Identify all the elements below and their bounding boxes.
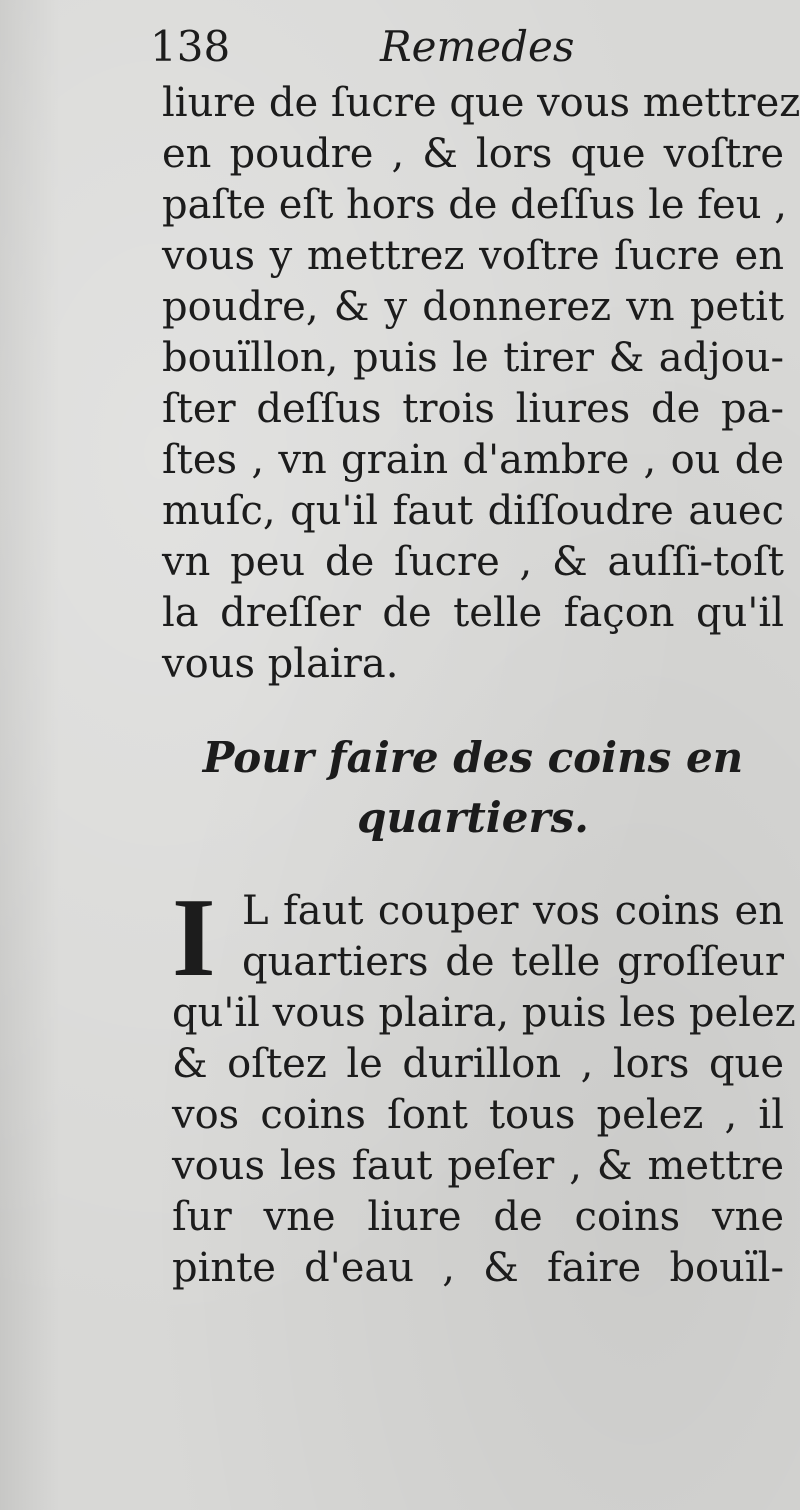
running-title: Remedes — [380, 22, 575, 71]
section-heading-line-1: Pour faire des coins en — [202, 733, 744, 782]
text-line: liure de ſucre que vous mettrez — [162, 80, 800, 126]
drop-cap: I — [172, 876, 216, 1000]
text-line: quartiers de telle groſſeur — [242, 939, 784, 985]
text-line: & oſtez le durillon , lors que — [172, 1041, 784, 1087]
text-line: vn peu de ſucre , & auſſi-toſt — [162, 539, 784, 585]
text-line: L faut couper vos coins en — [242, 888, 784, 934]
text-line: vos coins ſont tous pelez , il — [172, 1092, 784, 1138]
page-number: 138 — [150, 22, 231, 71]
paragraph-2 — [172, 876, 796, 1294]
text-line: ſur vne liure de coins vne — [172, 1194, 784, 1240]
text-line: bouïllon, puis le tirer & adjou- — [162, 335, 784, 381]
paragraph-1 — [162, 78, 800, 690]
text-line: paſte eſt hors de deſſus le feu , — [162, 182, 787, 228]
text-line: en poudre , & lors que voſtre — [162, 131, 784, 177]
text-line: poudre, & y donnerez vn petit — [162, 284, 784, 330]
text-line: la dreſſer de telle façon qu'il — [162, 590, 784, 636]
text-line: muſc, qu'il faut diſſoudre auec — [162, 488, 784, 534]
section-heading — [162, 728, 784, 848]
text-line: vous plaira. — [162, 641, 399, 687]
text-line: ſter deſſus trois liures de pa- — [162, 386, 784, 432]
text-line: vous y mettrez voſtre ſucre en — [162, 233, 784, 279]
section-heading-line-2: quartiers. — [357, 793, 589, 842]
text-line: qu'il vous plaira, puis les pelez — [172, 990, 796, 1036]
text-line: ſtes , vn grain d'ambre , ou de — [162, 437, 784, 483]
running-head — [150, 22, 710, 82]
text-line: vous les faut peſer , & mettre — [172, 1143, 784, 1189]
text-line: pinte d'eau , & faire bouïl- — [172, 1245, 784, 1291]
